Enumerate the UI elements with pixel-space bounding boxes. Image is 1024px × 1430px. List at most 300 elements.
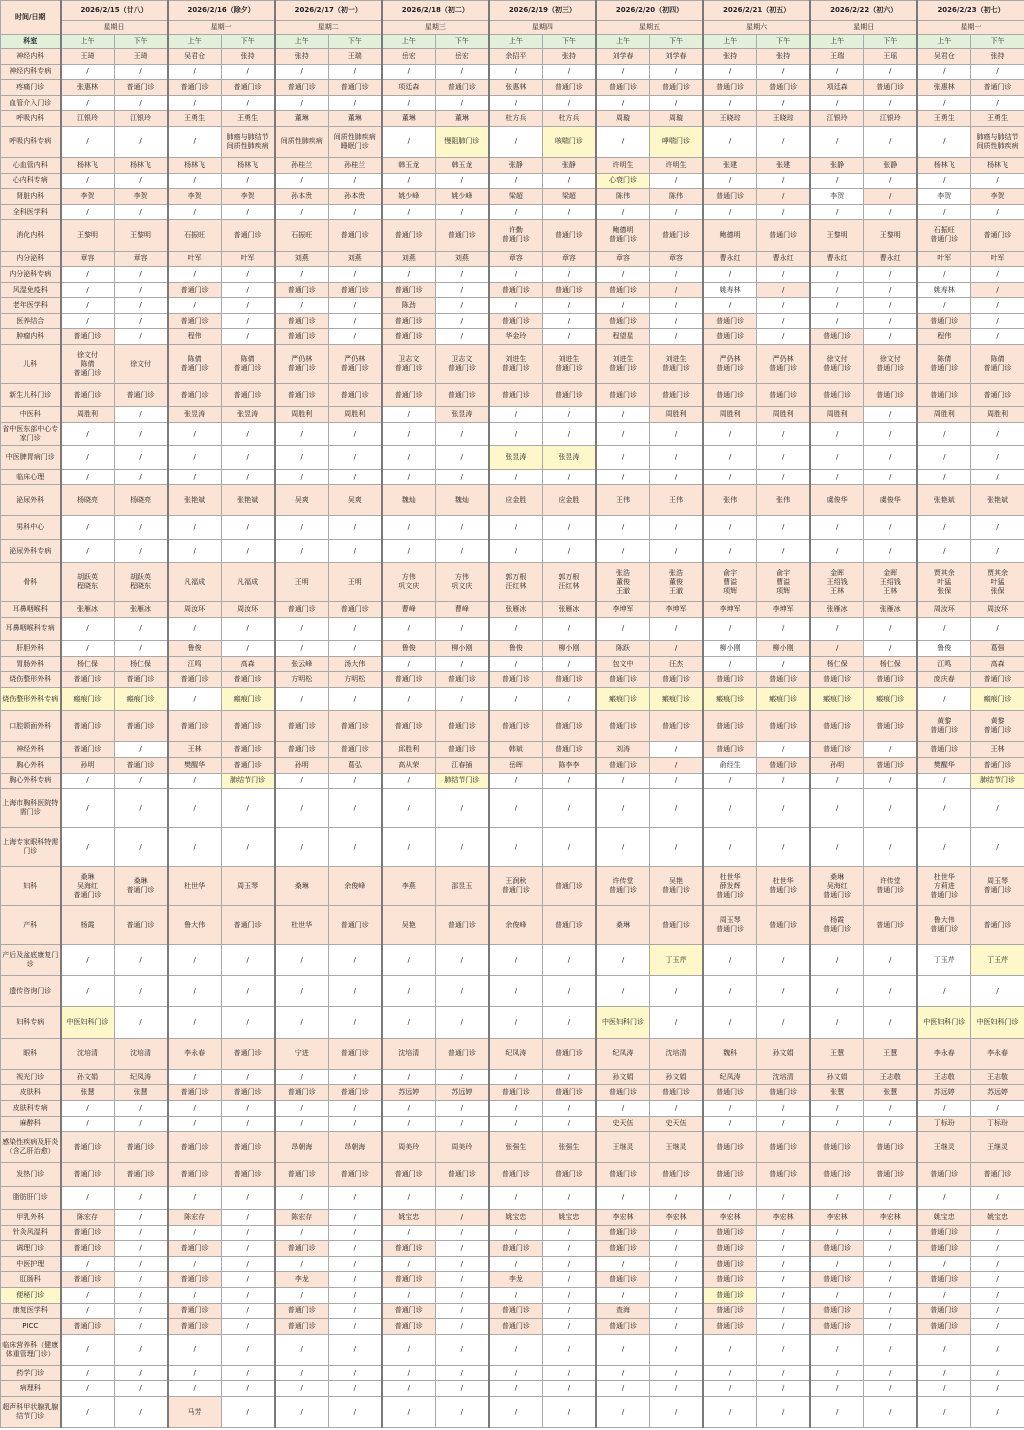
schedule-cell-pm: / [435,95,489,111]
schedule-cell-am: 王继灵 [596,1132,650,1163]
schedule-cell-pm: 周汝环 [971,602,1024,618]
schedule-cell-pm: / [328,1303,382,1319]
department-name: 医养结合 [1,313,61,329]
schedule-cell-pm: 普通门诊 [757,1163,811,1186]
date-header: 2026/2/22（初六） [810,1,917,21]
schedule-cell-am: 普通门诊 [275,711,329,742]
department-name: 肛肠科 [1,1272,61,1288]
schedule-cell-am: / [810,1334,864,1365]
department-name: 麻醉科 [1,1116,61,1132]
schedule-cell-am: 普通门诊 [489,282,543,298]
schedule-cell-am: 章容 [61,251,115,267]
schedule-cell-am: / [596,446,650,469]
schedule-cell-pm: 普通门诊 [435,711,489,742]
schedule-cell-am: / [275,789,329,828]
schedule-cell-pm: / [114,407,168,423]
schedule-cell-pm: 吴艳 普通门诊 [650,867,704,906]
schedule-cell-am: 宁进 [275,1038,329,1069]
schedule-cell-am: 桑琳 [275,867,329,906]
schedule-cell-pm: / [971,204,1024,220]
schedule-cell-pm: / [328,1210,382,1226]
department-row [1,469,1024,485]
schedule-cell-am: / [489,126,543,157]
schedule-cell-pm: / [114,95,168,111]
schedule-cell-am: 杨林飞 [917,158,971,174]
schedule-cell-pm: 普通门诊 [757,758,811,774]
department-row [1,1163,1024,1186]
schedule-cell-am: / [489,1365,543,1381]
department-name: 儿科 [1,345,61,384]
schedule-cell-pm: 陈伟 [650,189,704,205]
schedule-cell-pm: / [114,422,168,445]
schedule-cell-am: 普通门诊 [596,672,650,688]
schedule-cell-pm: / [757,282,811,298]
schedule-cell-pm: 张持 [757,49,811,65]
schedule-cell-am: / [596,1365,650,1381]
schedule-cell-pm: 姚宝忠 [971,1210,1024,1226]
schedule-cell-pm: / [757,126,811,157]
schedule-cell-pm: / [971,1241,1024,1257]
schedule-cell-pm: / [542,173,596,189]
schedule-cell-am: / [275,1100,329,1116]
schedule-cell-pm: 瘢痕门诊 [114,687,168,710]
department-row [1,189,1024,205]
schedule-cell-pm: / [328,204,382,220]
schedule-cell-pm: / [757,516,811,539]
schedule-cell-pm: 王志敬 [864,1069,918,1085]
schedule-cell-am: 昂朝海 [275,1132,329,1163]
department-row [1,1085,1024,1101]
department-row [1,656,1024,672]
schedule-cell-pm: / [864,1397,918,1428]
schedule-cell-pm: / [221,282,275,298]
schedule-cell-am: / [596,828,650,867]
schedule-cell-am: 普通门诊 [382,313,436,329]
schedule-cell-am: / [489,945,543,976]
schedule-cell-am: / [917,95,971,111]
schedule-cell-am: / [596,516,650,539]
schedule-cell-pm: / [435,329,489,345]
schedule-cell-pm: 间质性肺疾病 睡眠门诊 [328,126,382,157]
schedule-cell-pm: 普通门诊 [435,384,489,407]
schedule-cell-am: / [382,469,436,485]
department-row [1,111,1024,127]
department-row [1,267,1024,283]
schedule-cell-am: / [275,1287,329,1303]
schedule-cell-am: 李坤军 [703,602,757,618]
department-name: 眼科 [1,1038,61,1069]
schedule-cell-am: / [61,422,115,445]
schedule-cell-pm: 应金胜 [542,485,596,516]
schedule-cell-am: / [382,1186,436,1209]
schedule-cell-pm: 俞宇 曹溢 项辉 [757,563,811,602]
schedule-cell-pm: / [221,204,275,220]
department-name: 耳鼻咽喉科 [1,602,61,618]
schedule-cell-am: 普通门诊 [168,282,222,298]
schedule-cell-pm: / [971,313,1024,329]
department-name: 疼痛门诊 [1,80,61,96]
schedule-cell-am: / [703,828,757,867]
schedule-cell-am: 普通门诊 [917,1303,971,1319]
schedule-cell-pm: / [221,1210,275,1226]
schedule-cell-pm: / [542,1186,596,1209]
department-name: 泌尿外科 [1,485,61,516]
schedule-cell-pm: / [864,976,918,1007]
schedule-cell-pm: 慢阻肺门诊 [435,126,489,157]
schedule-cell-am: 桑琳 吴海红 普通门诊 [61,867,115,906]
schedule-cell-pm: 史天伍 [650,1116,704,1132]
schedule-cell-am: / [489,1334,543,1365]
schedule-cell-am: 张惠林 [917,80,971,96]
schedule-cell-pm: / [542,976,596,1007]
schedule-cell-am: 程望星 [596,329,650,345]
am-header: 上午 [382,35,436,49]
schedule-cell-am: 沈培清 [61,1038,115,1069]
schedule-cell-pm: 王志敬 [971,1069,1024,1085]
schedule-cell-pm: / [435,1397,489,1428]
schedule-cell-am: / [275,1397,329,1428]
schedule-cell-am: / [275,446,329,469]
schedule-cell-pm: / [114,516,168,539]
schedule-cell-am: / [168,1100,222,1116]
schedule-cell-am: / [489,976,543,1007]
schedule-cell-am: / [61,976,115,1007]
schedule-cell-pm: 普通门诊 [328,742,382,758]
schedule-cell-am: / [810,1100,864,1116]
schedule-cell-pm: / [114,1007,168,1038]
schedule-cell-am: / [61,773,115,789]
schedule-cell-pm: / [114,773,168,789]
schedule-cell-pm: / [757,945,811,976]
schedule-cell-am: / [810,282,864,298]
schedule-cell-pm: 咳喘门诊 [542,126,596,157]
department-name: 产后及盆底康复门诊 [1,945,61,976]
schedule-cell-am: / [61,469,115,485]
weekday-header: 星期日 [61,21,168,35]
schedule-cell-pm: / [971,539,1024,562]
schedule-cell-am: 陈倩 普通门诊 [168,345,222,384]
schedule-cell-am: / [168,1069,222,1085]
schedule-cell-pm: / [864,1225,918,1241]
schedule-cell-am: / [382,828,436,867]
schedule-cell-am: / [382,446,436,469]
schedule-cell-am: 普通门诊 [810,672,864,688]
schedule-cell-am: 普通门诊 [382,672,436,688]
schedule-cell-pm: 普通门诊 [971,1163,1024,1186]
schedule-cell-pm: 普通门诊 [221,80,275,96]
schedule-cell-am: 普通门诊 [596,711,650,742]
schedule-cell-pm: / [542,773,596,789]
date-header: 2026/2/23（初七） [917,1,1024,21]
department-name: 新生儿科门诊 [1,384,61,407]
schedule-cell-am: 张雁冰 [61,602,115,618]
schedule-cell-pm: 普通门诊 [328,1085,382,1101]
schedule-cell-am: 许明生 [596,158,650,174]
schedule-cell-am: / [382,539,436,562]
schedule-cell-am: / [917,126,971,157]
pm-header: 下午 [435,35,489,49]
schedule-cell-am: / [596,267,650,283]
schedule-cell-pm: / [114,1334,168,1365]
schedule-cell-pm: / [221,1334,275,1365]
department-row [1,828,1024,867]
schedule-cell-pm: / [328,641,382,657]
schedule-cell-am: / [275,828,329,867]
schedule-cell-pm: / [221,539,275,562]
schedule-cell-pm: / [114,126,168,157]
schedule-cell-am: / [596,1287,650,1303]
schedule-cell-pm: 沈培清 [757,1069,811,1085]
schedule-cell-am: 张雁冰 [810,602,864,618]
schedule-cell-am: / [596,64,650,80]
schedule-cell-pm: / [650,773,704,789]
date-header: 2026/2/18（初二） [382,1,489,21]
schedule-cell-am: 李燕 [382,867,436,906]
schedule-cell-am: 杜世华 [168,867,222,906]
schedule-cell-pm: / [650,173,704,189]
schedule-cell-pm: 肺癌与肺结节 间质性肺疾病 [971,126,1024,157]
schedule-cell-am: 普通门诊 [61,1163,115,1186]
schedule-cell-am: 瘢痕门诊 [61,687,115,710]
schedule-cell-pm: 普通门诊 [864,906,918,945]
schedule-cell-am: 普通门诊 [168,313,222,329]
dept-column-header: 科室 [1,35,61,49]
schedule-cell-am: 普通门诊 [61,1132,115,1163]
schedule-cell-pm: 普通门诊 [114,711,168,742]
schedule-cell-am: 周胜利 [917,407,971,423]
schedule-cell-am: 胡跃英 程晓东 [61,563,115,602]
department-name: 内分泌科 [1,251,61,267]
schedule-cell-pm: / [650,282,704,298]
schedule-cell-am: 普通门诊 [596,1241,650,1257]
schedule-cell-am: / [275,1069,329,1085]
schedule-cell-am: / [61,539,115,562]
pm-header: 下午 [328,35,382,49]
schedule-cell-am: 王林 [168,742,222,758]
schedule-cell-pm: / [221,1241,275,1257]
schedule-cell-am: / [703,1365,757,1381]
schedule-cell-am: 张惠林 [61,80,115,96]
schedule-cell-am: / [596,773,650,789]
schedule-cell-am: / [382,945,436,976]
schedule-cell-pm: / [757,1116,811,1132]
schedule-cell-am: / [382,1365,436,1381]
department-row [1,711,1024,742]
schedule-cell-am: 孙本贵 [275,189,329,205]
schedule-cell-pm: / [864,516,918,539]
schedule-cell-pm: / [650,1303,704,1319]
department-row [1,641,1024,657]
schedule-cell-am: / [168,617,222,640]
schedule-cell-am: 普通门诊 [489,1163,543,1186]
schedule-cell-am: 普通门诊 [489,1319,543,1335]
schedule-cell-am: / [61,1381,115,1397]
schedule-cell-am: / [275,1334,329,1365]
schedule-cell-am: / [168,773,222,789]
department-row [1,126,1024,157]
schedule-cell-pm: 邵昱玉 [435,867,489,906]
schedule-cell-am: / [703,945,757,976]
date-header: 2026/2/17（初一） [275,1,382,21]
schedule-cell-pm: / [328,446,382,469]
schedule-cell-pm: 普通门诊 [221,1163,275,1186]
schedule-cell-pm: / [328,1334,382,1365]
schedule-cell-pm: / [221,1069,275,1085]
schedule-cell-pm: / [650,742,704,758]
department-row [1,173,1024,189]
schedule-cell-am: / [489,298,543,314]
schedule-cell-am: / [810,64,864,80]
schedule-cell-pm: / [542,539,596,562]
department-row [1,220,1024,251]
schedule-cell-am: / [275,298,329,314]
schedule-cell-am: 徐文付 陈倩 普通门诊 [61,345,115,384]
schedule-cell-pm: / [435,282,489,298]
schedule-cell-am: 普通门诊 [61,742,115,758]
schedule-cell-am: / [168,204,222,220]
schedule-cell-pm: / [328,1069,382,1085]
schedule-cell-am: / [382,656,436,672]
schedule-cell-am: 曹永红 [703,251,757,267]
department-row [1,1069,1024,1085]
schedule-cell-pm: / [221,1303,275,1319]
schedule-cell-pm: / [864,267,918,283]
schedule-cell-am: / [275,1381,329,1397]
department-row [1,422,1024,445]
schedule-cell-pm: 张艳斌 [971,485,1024,516]
schedule-cell-am: 董琳 [382,111,436,127]
schedule-cell-am: 项廷森 [382,80,436,96]
schedule-cell-pm: 徐文付 普通门诊 [864,345,918,384]
schedule-cell-am: 普通门诊 [489,672,543,688]
schedule-cell-pm: / [435,1100,489,1116]
schedule-cell-pm: 丁标玢 [971,1116,1024,1132]
schedule-cell-pm: / [650,1397,704,1428]
schedule-cell-am: / [61,1100,115,1116]
schedule-cell-pm: 普通门诊 [864,384,918,407]
schedule-cell-am: / [61,1287,115,1303]
department-row [1,158,1024,174]
schedule-cell-am: / [382,173,436,189]
schedule-cell-am: / [703,267,757,283]
schedule-cell-pm: 严仍林 普通门诊 [328,345,382,384]
schedule-cell-pm: / [435,1210,489,1226]
schedule-cell-am: / [489,204,543,220]
schedule-cell-pm: / [221,469,275,485]
schedule-cell-pm: 刘进生 普通门诊 [650,345,704,384]
schedule-cell-am: / [917,422,971,445]
schedule-cell-pm: / [757,313,811,329]
schedule-cell-am: 普通门诊 [917,742,971,758]
schedule-cell-pm: 高森 [221,656,275,672]
schedule-cell-pm: 柳小刚 [757,641,811,657]
schedule-cell-am: 丁玉芹 [917,945,971,976]
schedule-cell-am: 张持 [275,49,329,65]
schedule-cell-pm: 葛强 [971,641,1024,657]
schedule-cell-am: / [489,1186,543,1209]
schedule-cell-am: / [810,469,864,485]
schedule-cell-am: 普通门诊 [810,329,864,345]
schedule-cell-pm: / [757,64,811,80]
schedule-cell-am: / [61,95,115,111]
schedule-cell-am: / [810,313,864,329]
schedule-cell-pm: / [757,329,811,345]
schedule-cell-am: 普通门诊 [917,1163,971,1186]
department-row [1,789,1024,828]
schedule-cell-am: 李贺 [168,189,222,205]
schedule-cell-pm: / [864,1007,918,1038]
schedule-cell-pm: / [650,1241,704,1257]
schedule-cell-am: 孙文娟 [810,1069,864,1085]
schedule-cell-am: 李宏林 [703,1210,757,1226]
schedule-cell-pm: 普通门诊 [435,906,489,945]
schedule-cell-am: / [168,945,222,976]
schedule-cell-am: / [917,298,971,314]
schedule-cell-pm: 张伟 [757,485,811,516]
schedule-cell-pm: 李贺 [971,189,1024,205]
schedule-cell-pm: 中医妇科门诊 [971,1007,1024,1038]
department-name: 血管介入门诊 [1,95,61,111]
schedule-cell-am: 普通门诊 [917,1272,971,1288]
date-header-row [1,1,1024,21]
schedule-cell-pm: 张昱涛 [435,407,489,423]
schedule-cell-pm: 普通门诊 [221,758,275,774]
schedule-cell-am: / [382,1256,436,1272]
schedule-cell-am: 孙文娟 [596,1069,650,1085]
department-name: 胸心外科专病 [1,773,61,789]
schedule-cell-am: 张浩 董俊 王澈 [596,563,650,602]
schedule-cell-pm: 陈倩 普通门诊 [221,345,275,384]
schedule-cell-pm: 普通门诊 [114,1163,168,1186]
schedule-cell-pm: 孙文娟 [650,1069,704,1085]
schedule-cell-pm: / [757,789,811,828]
schedule-cell-am: 张持 [703,49,757,65]
schedule-cell-am: 章容 [596,251,650,267]
schedule-cell-pm: 普通门诊 [650,80,704,96]
schedule-cell-pm: / [542,1256,596,1272]
pm-header: 下午 [757,35,811,49]
schedule-cell-am: 普通门诊 [382,1163,436,1186]
schedule-cell-am: 王黎明 [810,220,864,251]
schedule-cell-pm: / [221,1186,275,1209]
schedule-cell-pm: / [971,1319,1024,1335]
schedule-cell-pm: / [221,516,275,539]
schedule-cell-pm: 章容 [114,251,168,267]
schedule-cell-pm: / [864,641,918,657]
department-name: 烧伤整形外科 [1,672,61,688]
schedule-cell-pm: / [971,1186,1024,1209]
department-name: 临床营养科（健康体重管理门诊） [1,1334,61,1365]
schedule-cell-am: 中医妇科门诊 [61,1007,115,1038]
schedule-cell-am: 普通门诊 [489,1241,543,1257]
weekday-header: 星期二 [275,21,382,35]
schedule-cell-pm: / [221,298,275,314]
schedule-cell-pm: / [435,469,489,485]
schedule-cell-am: 普通门诊 [382,282,436,298]
schedule-cell-am: / [917,516,971,539]
schedule-cell-pm: / [542,95,596,111]
department-name: 老年医学科 [1,298,61,314]
schedule-cell-am: 普通门诊 [703,384,757,407]
schedule-cell-am: 项廷森 [810,80,864,96]
schedule-cell-pm: / [757,1397,811,1428]
schedule-cell-pm: / [542,1381,596,1397]
department-name: 神经外科 [1,742,61,758]
schedule-cell-am: 普通门诊 [810,1319,864,1335]
schedule-cell-pm: / [971,64,1024,80]
schedule-cell-pm: 普通门诊 [114,672,168,688]
schedule-cell-pm: 曹永红 [864,251,918,267]
